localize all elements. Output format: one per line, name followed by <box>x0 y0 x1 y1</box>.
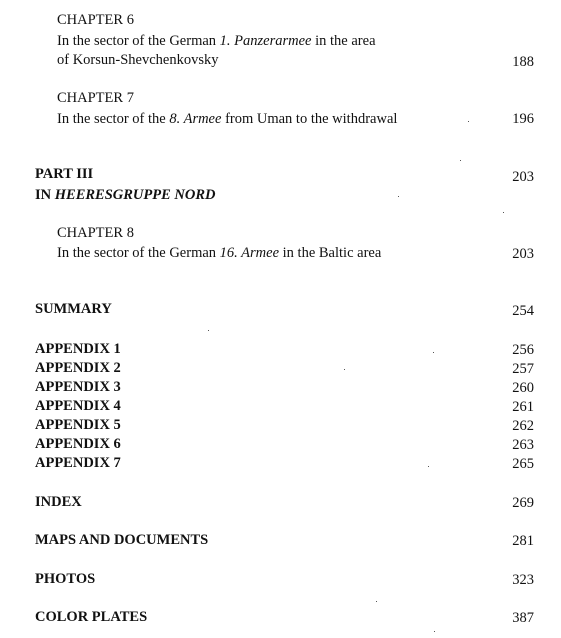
summary-label: SUMMARY <box>35 301 112 317</box>
scan-speck <box>434 631 435 632</box>
scan-speck <box>208 330 209 331</box>
part-3-subheading: IN HEERESGRUPPE NORD <box>35 187 216 203</box>
chapter-6-page-number: 188 <box>512 54 534 70</box>
scan-speck <box>428 466 429 467</box>
appendix-3-label: APPENDIX 3 <box>35 379 121 395</box>
scan-speck <box>503 212 504 213</box>
part-3-page-number: 203 <box>512 169 534 185</box>
photos-page-number: 323 <box>512 572 534 588</box>
maps-and-documents-page-number: 281 <box>512 533 534 549</box>
appendix-3-page-number: 260 <box>512 380 534 396</box>
index-page-number: 269 <box>512 495 534 511</box>
chapter-6-title-line1: In the sector of the German 1. Panzerarmee in the area <box>57 33 376 49</box>
appendix-1-page-number: 256 <box>512 342 534 358</box>
summary-page-number: 254 <box>512 303 534 319</box>
appendix-6-page-number: 263 <box>512 437 534 453</box>
photos-label: PHOTOS <box>35 571 96 587</box>
scan-speck <box>376 601 377 602</box>
scan-speck <box>433 352 434 353</box>
color-plates-page-number: 387 <box>512 610 534 626</box>
scan-speck <box>468 121 469 122</box>
appendix-2-label: APPENDIX 2 <box>35 360 121 376</box>
appendix-1-label: APPENDIX 1 <box>35 341 121 357</box>
chapter-7-title: In the sector of the 8. Armee from Uman to the withdrawal <box>57 111 398 127</box>
chapter-7-page-number: 196 <box>512 111 534 127</box>
maps-and-documents-label: MAPS AND DOCUMENTS <box>35 532 209 548</box>
chapter-8-heading: CHAPTER 8 <box>57 225 134 241</box>
appendix-5-page-number: 262 <box>512 418 534 434</box>
appendix-4-label: APPENDIX 4 <box>35 398 121 414</box>
appendix-2-page-number: 257 <box>512 361 534 377</box>
appendix-5-label: APPENDIX 5 <box>35 417 121 433</box>
scan-speck <box>460 160 461 161</box>
chapter-6-heading: CHAPTER 6 <box>57 12 134 28</box>
part-3-heading: PART III <box>35 166 94 182</box>
scan-speck <box>344 369 345 370</box>
appendix-7-label: APPENDIX 7 <box>35 455 121 471</box>
color-plates-label: COLOR PLATES <box>35 609 148 625</box>
chapter-6-title-line2: of Korsun-Shevchenkovsky <box>57 52 219 68</box>
scan-speck <box>398 196 399 197</box>
appendix-4-page-number: 261 <box>512 399 534 415</box>
chapter-8-title: In the sector of the German 16. Armee in the Baltic area <box>57 245 382 261</box>
appendix-7-page-number: 265 <box>512 456 534 472</box>
index-label: INDEX <box>35 494 82 510</box>
appendix-6-label: APPENDIX 6 <box>35 436 121 452</box>
chapter-7-heading: CHAPTER 7 <box>57 90 134 106</box>
chapter-8-page-number: 203 <box>512 246 534 262</box>
